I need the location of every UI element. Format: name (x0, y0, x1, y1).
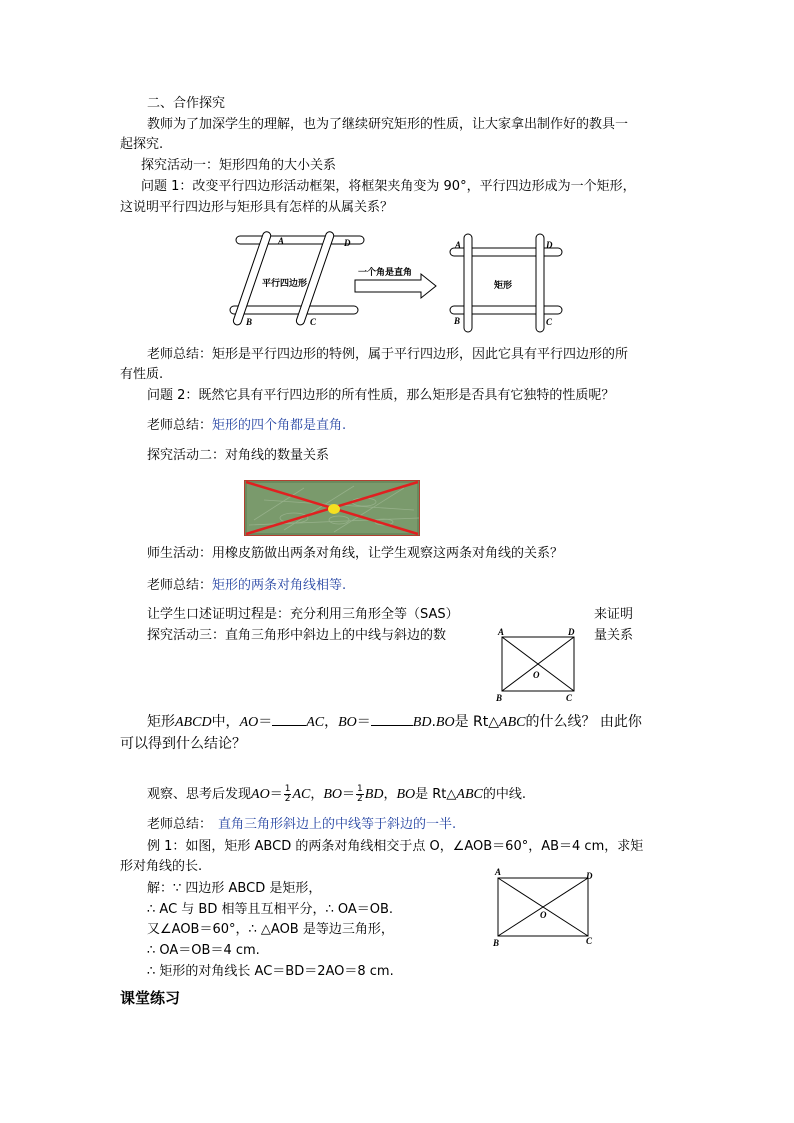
summary-3-prefix: 老师总结： (147, 578, 213, 593)
parallelogram-vertex-a: A (278, 236, 285, 246)
obs-t1: 观察、思考后发现 (147, 787, 252, 802)
rubber-band-diagonals-photo (244, 480, 420, 536)
obs-t3: 的中线. (482, 787, 526, 802)
example-line-1: 例 1：如图，矩形 ABCD 的两条对角线相交于点 O，∠AOB＝60°，AB＝4 cm，求矩 (147, 839, 644, 854)
parallelogram-vertex-c: C (310, 317, 317, 327)
rectangle-label: 矩形 (494, 281, 513, 291)
fq-abc: ABC (499, 715, 526, 730)
fig1-vertex-a: A (498, 627, 505, 637)
rectangle-vertex-c: C (546, 317, 553, 327)
observation (147, 784, 526, 806)
fq-ao: AO (239, 715, 259, 730)
fig1-vertex-b: B (496, 693, 503, 703)
parallelogram-to-rectangle-figure (228, 228, 568, 336)
solution-step-5: ∴ 矩形的对角线长 AC＝BD＝2AO＝8 cm. (147, 964, 394, 979)
intro-line-1: 教师为了加深学生的理解，也为了继续研究矩形的性质，让大家拿出制作好的教具一 (147, 117, 629, 132)
proof-note-tail: 来证明 (594, 607, 634, 622)
obs-comma2: ， (383, 787, 397, 802)
fq-bo: BO (338, 715, 357, 730)
rectangle-vertex-a: A (455, 240, 462, 250)
summary-2-text: 矩形的四个角都是直角. (212, 418, 347, 433)
summary-2 (147, 417, 346, 435)
fig2-vertex-a: A (495, 867, 502, 877)
fraction-half-2 (356, 785, 364, 804)
obs-bo2: BO (396, 787, 416, 802)
practice-heading: 课堂练习 (120, 989, 181, 1007)
activity-3-title: 探究活动三：直角三角形中斜边上的中线与斜边的数 (147, 628, 447, 643)
activity-1-title: 探究活动一：矩形四角的大小关系 (141, 158, 337, 173)
fq-t3: ， (324, 714, 339, 730)
fq-eq2: ＝ (356, 714, 371, 730)
fq-t2: 中， (211, 714, 240, 730)
arrow-label: 一个角是直角 (358, 268, 413, 278)
obs-t2: 是 Rt△ (415, 787, 457, 802)
parallelogram-vertex-b: B (246, 317, 253, 327)
activity-3-tail: 量关系 (594, 628, 634, 643)
obs-ac: AC (292, 787, 311, 802)
obs-bo: BO (323, 787, 343, 802)
summary-4-prefix: 老师总结： (147, 817, 213, 832)
frac2-num: 1 (357, 784, 363, 794)
summary-4-text: 直角三角形斜边上的中线等于斜边的一半. (218, 817, 457, 832)
section-title: 二、合作探究 (147, 96, 226, 111)
question-1-line-2: 这说明平行四边形与矩形具有怎样的从属关系？ (120, 200, 394, 215)
summary-1-line-2: 有性质. (120, 367, 164, 382)
fq-t5: 的什么线？ 由此你 (525, 714, 642, 730)
fig2-vertex-b: B (493, 938, 500, 948)
fq-dot: . (431, 714, 436, 730)
solution-step-3: 又∠AOB＝60°，∴ △AOB 是等边三角形， (147, 922, 394, 937)
blank-ao[interactable] (272, 713, 306, 726)
fq-t4: 是 Rt△ (454, 714, 500, 730)
frac1-den: 2 (284, 794, 291, 804)
fig2-vertex-d: D (586, 871, 593, 881)
fig1-vertex-d: D (568, 627, 575, 637)
teacher-student-activity: 师生活动：用橡皮筋做出两条对角线，让学生观察这两条对角线的关系？ (147, 546, 564, 561)
fig2-center-o: O (540, 910, 547, 920)
summary-3 (147, 577, 346, 595)
obs-eq: ＝ (269, 787, 283, 802)
fq-abcd: ABCD (175, 715, 212, 730)
rectangle-diagonals-figure-2 (490, 864, 600, 952)
solution-step-1: 解：∵ 四边形 ABCD 是矩形， (147, 881, 322, 896)
summary-4 (147, 816, 456, 834)
fq-bd: BD (412, 715, 432, 730)
summary-3-text: 矩形的两条对角线相等. (212, 578, 347, 593)
activity-2-title: 探究活动二：对角线的数量关系 (147, 448, 330, 463)
blank-bo[interactable] (371, 713, 413, 726)
fig1-vertex-c: C (566, 693, 573, 703)
fq-ac: AC (306, 715, 325, 730)
frac1-num: 1 (284, 784, 291, 794)
question-1-line-1: 问题 1：改变平行四边形活动框架，将框架夹角变为 90°，平行四边形成为一个矩形， (141, 179, 636, 194)
rectangle-vertex-d: D (546, 240, 553, 250)
fq-t1: 矩形 (147, 714, 175, 730)
proof-note: 让学生口述证明过程是：充分利用三角形全等（SAS） (147, 607, 459, 622)
fill-question-line-2: 可以得到什么结论？ (120, 736, 246, 752)
obs-comma: ， (310, 787, 324, 802)
intro-line-2: 起探究. (120, 137, 164, 152)
obs-abc: ABC (456, 787, 483, 802)
fill-question-line-1 (147, 713, 642, 732)
fq-eq1: ＝ (258, 714, 273, 730)
rectangle-vertex-b: B (454, 316, 461, 326)
fq-bo2: BO (435, 715, 455, 730)
parallelogram-label: 平行四边形 (262, 279, 308, 289)
obs-bd: BD (364, 787, 384, 802)
fraction-half-1 (284, 785, 292, 804)
fig1-center-o: O (533, 670, 540, 680)
obs-eq2: ＝ (342, 787, 356, 802)
solution-step-2: ∴ AC 与 BD 相等且互相平分，∴ OA＝OB. (147, 902, 394, 917)
summary-1-line-1: 老师总结：矩形是平行四边形的特例，属于平行四边形，因此它具有平行四边形的所 (147, 347, 629, 362)
parallelogram-vertex-d: D (344, 238, 351, 248)
frac2-den: 2 (357, 794, 363, 804)
example-line-2: 形对角线的长. (120, 859, 203, 874)
obs-ao: AO (251, 787, 270, 802)
question-2: 问题 2：既然它具有平行四边形的所有性质，那么矩形是否具有它独特的性质呢？ (147, 388, 615, 403)
summary-2-prefix: 老师总结： (147, 418, 213, 433)
rectangle-diagonals-figure-1 (494, 625, 584, 705)
diagonal-intersection-dot (328, 504, 340, 514)
solution-step-4: ∴ OA＝OB＝4 cm. (147, 943, 260, 958)
fig2-vertex-c: C (586, 936, 593, 946)
